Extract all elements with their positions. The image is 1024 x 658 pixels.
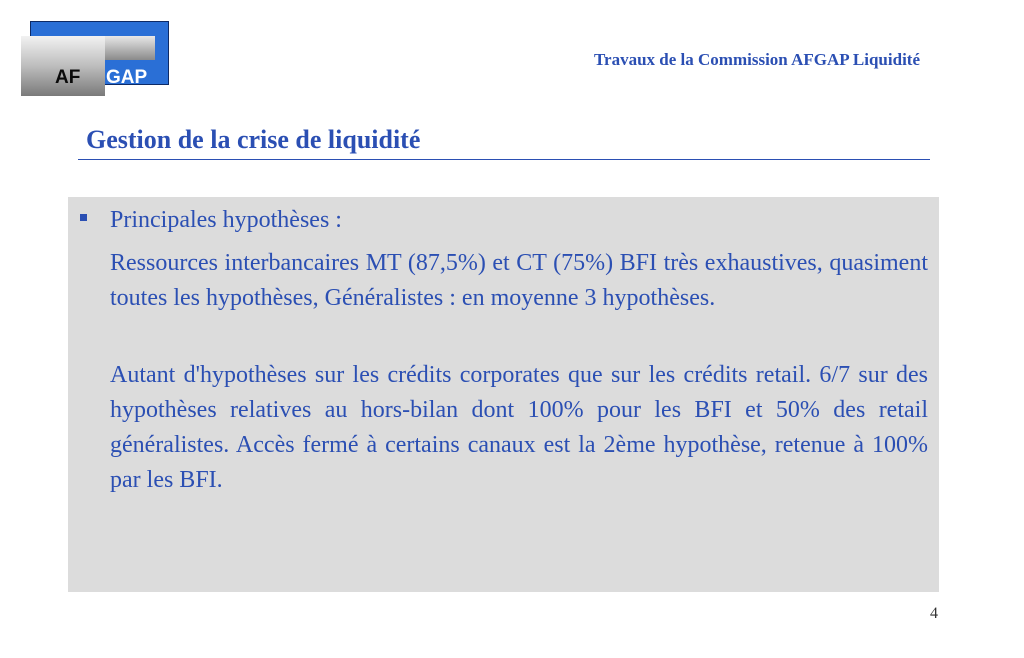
page-number: 4 xyxy=(930,605,938,622)
logo-text-af: AF xyxy=(55,67,81,88)
header-title: Travaux de la Commission AFGAP Liquidité xyxy=(593,50,920,69)
logo-text-gap: GAP xyxy=(106,67,148,88)
logo-grey-top-block xyxy=(104,36,155,60)
slide-title: Gestion de la crise de liquidité xyxy=(86,125,421,154)
title-divider xyxy=(78,159,930,160)
bullet-heading: Principales hypothèses : xyxy=(110,207,342,233)
paragraph-ressources: Ressources interbancaires MT (87,5%) et CT (75%) BFI très exhaustives, quasiment toutes les hypothèses, Généralistes : en moyenne 3 hypothèses. xyxy=(110,250,928,311)
paragraph-credits: Autant d'hypothèses sur les crédits corporates que sur les crédits retail. 6/7 sur des hypothèses relatives au hors-bilan dont 100% pour les BFI et 50% des retail généralistes. Accès fermé à certains canaux est la 2ème hypothèse, retenue à 100% par les BFI. xyxy=(110,362,928,493)
afgap-logo xyxy=(21,21,169,96)
square-bullet-icon xyxy=(80,214,87,221)
